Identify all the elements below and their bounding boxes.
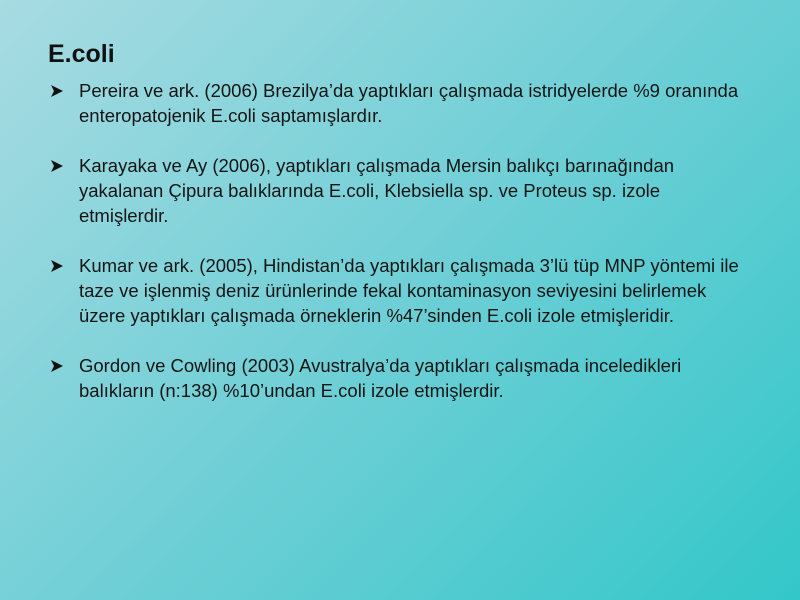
bullet-text: Pereira ve ark. (2006) Brezilya’da yaptıkları çalışmada istridyelerde %9 oranında enteropatojenik E.coli saptamışlardır. (79, 80, 739, 126)
bullet-item (50, 353, 750, 403)
arrow-bullet-icon (50, 259, 64, 273)
arrow-bullet-icon (50, 84, 64, 98)
arrow-bullet-icon (50, 359, 64, 373)
bullet-text: Kumar ve ark. (2005), Hindistan’da yaptıkları çalışmada 3’lü tüp MNP yöntemi ile taze ve işlenmiş deniz ürünlerinde fekal kontaminasyon seviyesini belirlemek üzere yaptıkları çalışmada örneklerin %47’sinden E.coli izole etmişleridir. (79, 255, 739, 326)
bullet-text: Karayaka ve Ay (2006), yaptıkları çalışmada Mersin balıkçı barınağından yakalanan Çipura balıklarında E.coli, Klebsiella sp. ve Proteus sp. izole etmişlerdir. (79, 155, 675, 226)
bullet-text: Gordon ve Cowling (2003) Avustralya’da yaptıkları çalışmada inceledikleri balıkların (n:138) %10’undan E.coli izole etmişlerdir. (79, 355, 682, 401)
bullet-list (50, 78, 750, 403)
bullet-item (50, 78, 750, 128)
bullet-item (50, 253, 750, 328)
arrow-bullet-icon (50, 159, 64, 173)
bullet-item (50, 153, 750, 228)
slide-title: E.coli (48, 40, 115, 68)
